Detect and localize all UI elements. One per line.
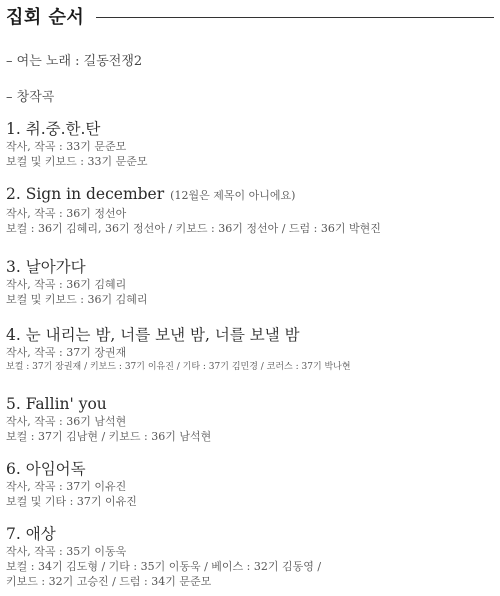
song-credit: 작사, 작곡 : 36기 정선아 [6,207,127,220]
song-item [6,257,496,307]
song-credit: 키보드 : 32기 고승진 / 드럼 : 34기 문준모 [6,575,212,588]
song-credit: 보컬 : 34기 김도형 / 기타 : 35기 이동욱 / 베이스 : 32기 김동영 / [6,560,322,573]
song-title: 7. 애상 [6,525,56,543]
page-header [6,4,494,28]
song-title: 6. 아임어독 [6,460,86,478]
song-title: 3. 날아가다 [6,258,86,276]
song-credit: 보컬 : 37기 장권재 / 키보드 : 37기 이유진 / 기타 : 37기 김민경 / 코러스 : 37기 박나현 [6,362,351,372]
song-title: 5. Fallin' you [6,395,107,413]
song-credit: 작사, 작곡 : 36기 남석현 [6,415,127,428]
song-title: 1. 취.중.한.탄 [6,120,101,138]
song-credit: 보컬 및 기타 : 37기 이유진 [6,495,137,508]
song-item [6,184,496,236]
song-credit: 작사, 작곡 : 37기 장권재 [6,346,127,359]
song-credit: 보컬 : 36기 김혜리, 36기 정선아 / 키보드 : 36기 정선아 / 드럼 : 36기 박현진 [6,222,381,235]
song-title: 2. Sign in december (12월은 제목이 아니에요) [6,185,296,203]
song-credit: 보컬 : 37기 김남현 / 키보드 : 36기 남석현 [6,430,212,443]
original-songs-line: – 창작곡 [6,90,55,105]
song-title-note: (12월은 제목이 아니에요) [170,189,296,202]
song-title: 4. 눈 내리는 밤, 너를 보낸 밤, 너를 보낼 밤 [6,326,300,344]
song-credit: 작사, 작곡 : 36기 김혜리 [6,278,127,291]
song-credit: 보컬 및 키보드 : 36기 김혜리 [6,293,148,306]
song-credit: 작사, 작곡 : 33기 문준모 [6,140,127,153]
page-title: 집회 순서 [6,7,85,28]
song-item [6,325,496,375]
song-credit: 작사, 작곡 : 35기 이동욱 [6,545,127,558]
song-item [6,459,496,509]
opening-song-line: – 여는 노래 : 길동전쟁2 [6,54,143,69]
song-item [6,524,496,589]
song-item [6,119,496,169]
song-credit: 보컬 및 키보드 : 33기 문준모 [6,155,148,168]
song-item [6,394,496,444]
song-credit: 작사, 작곡 : 37기 이유진 [6,480,127,493]
title-rule [96,17,494,18]
